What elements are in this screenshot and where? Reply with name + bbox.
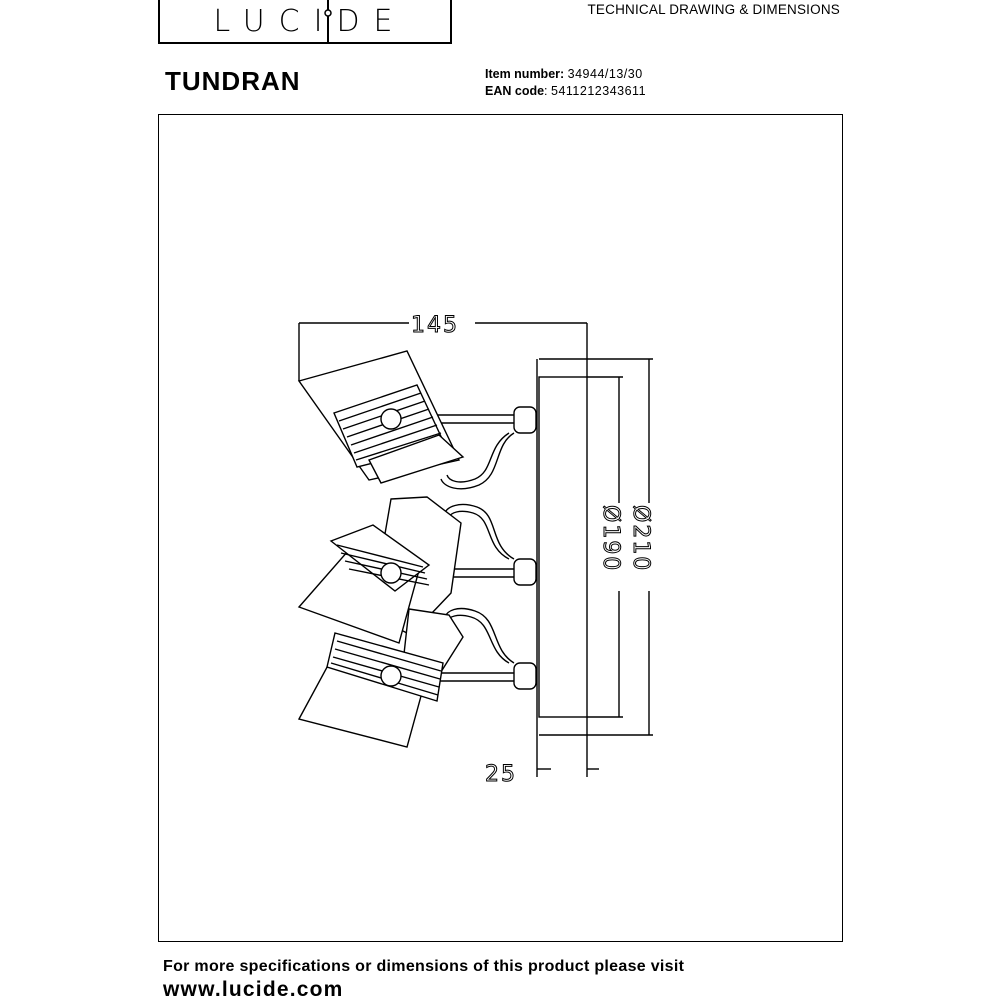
- item-number-value: 34944/13/30: [567, 67, 643, 81]
- footer-url[interactable]: www.lucide.com: [163, 978, 344, 1001]
- footer-note: For more specifications or dimensions of this product please visit: [163, 958, 685, 975]
- dimension-depth-label: 25: [485, 762, 517, 787]
- brand-logo: [158, 0, 452, 44]
- ceiling-plate: [539, 377, 587, 717]
- technical-drawing: [159, 115, 841, 940]
- spotlight-bottom: [299, 609, 536, 747]
- ean-value: 5411212343611: [551, 84, 647, 98]
- document-type: TECHNICAL DRAWING & DIMENSIONS: [587, 2, 840, 17]
- ean-row: EAN code: 5411212343611: [485, 84, 647, 98]
- logo-text: LUCIDE: [213, 3, 407, 39]
- spotlight-top: [299, 351, 536, 489]
- dimension-outer-diameter-label: Ø210: [628, 505, 653, 573]
- item-number-label: Item number: [485, 67, 561, 81]
- product-meta: [485, 66, 646, 100]
- dimension-inner-diameter-label: Ø190: [598, 505, 623, 573]
- drawing-frame: [158, 114, 843, 942]
- dimension-width-label: 145: [411, 313, 459, 338]
- ean-label: EAN code: [485, 84, 545, 98]
- product-title: TUNDRAN: [165, 66, 301, 96]
- item-number-row: Item number: 34944/13/30: [485, 67, 643, 81]
